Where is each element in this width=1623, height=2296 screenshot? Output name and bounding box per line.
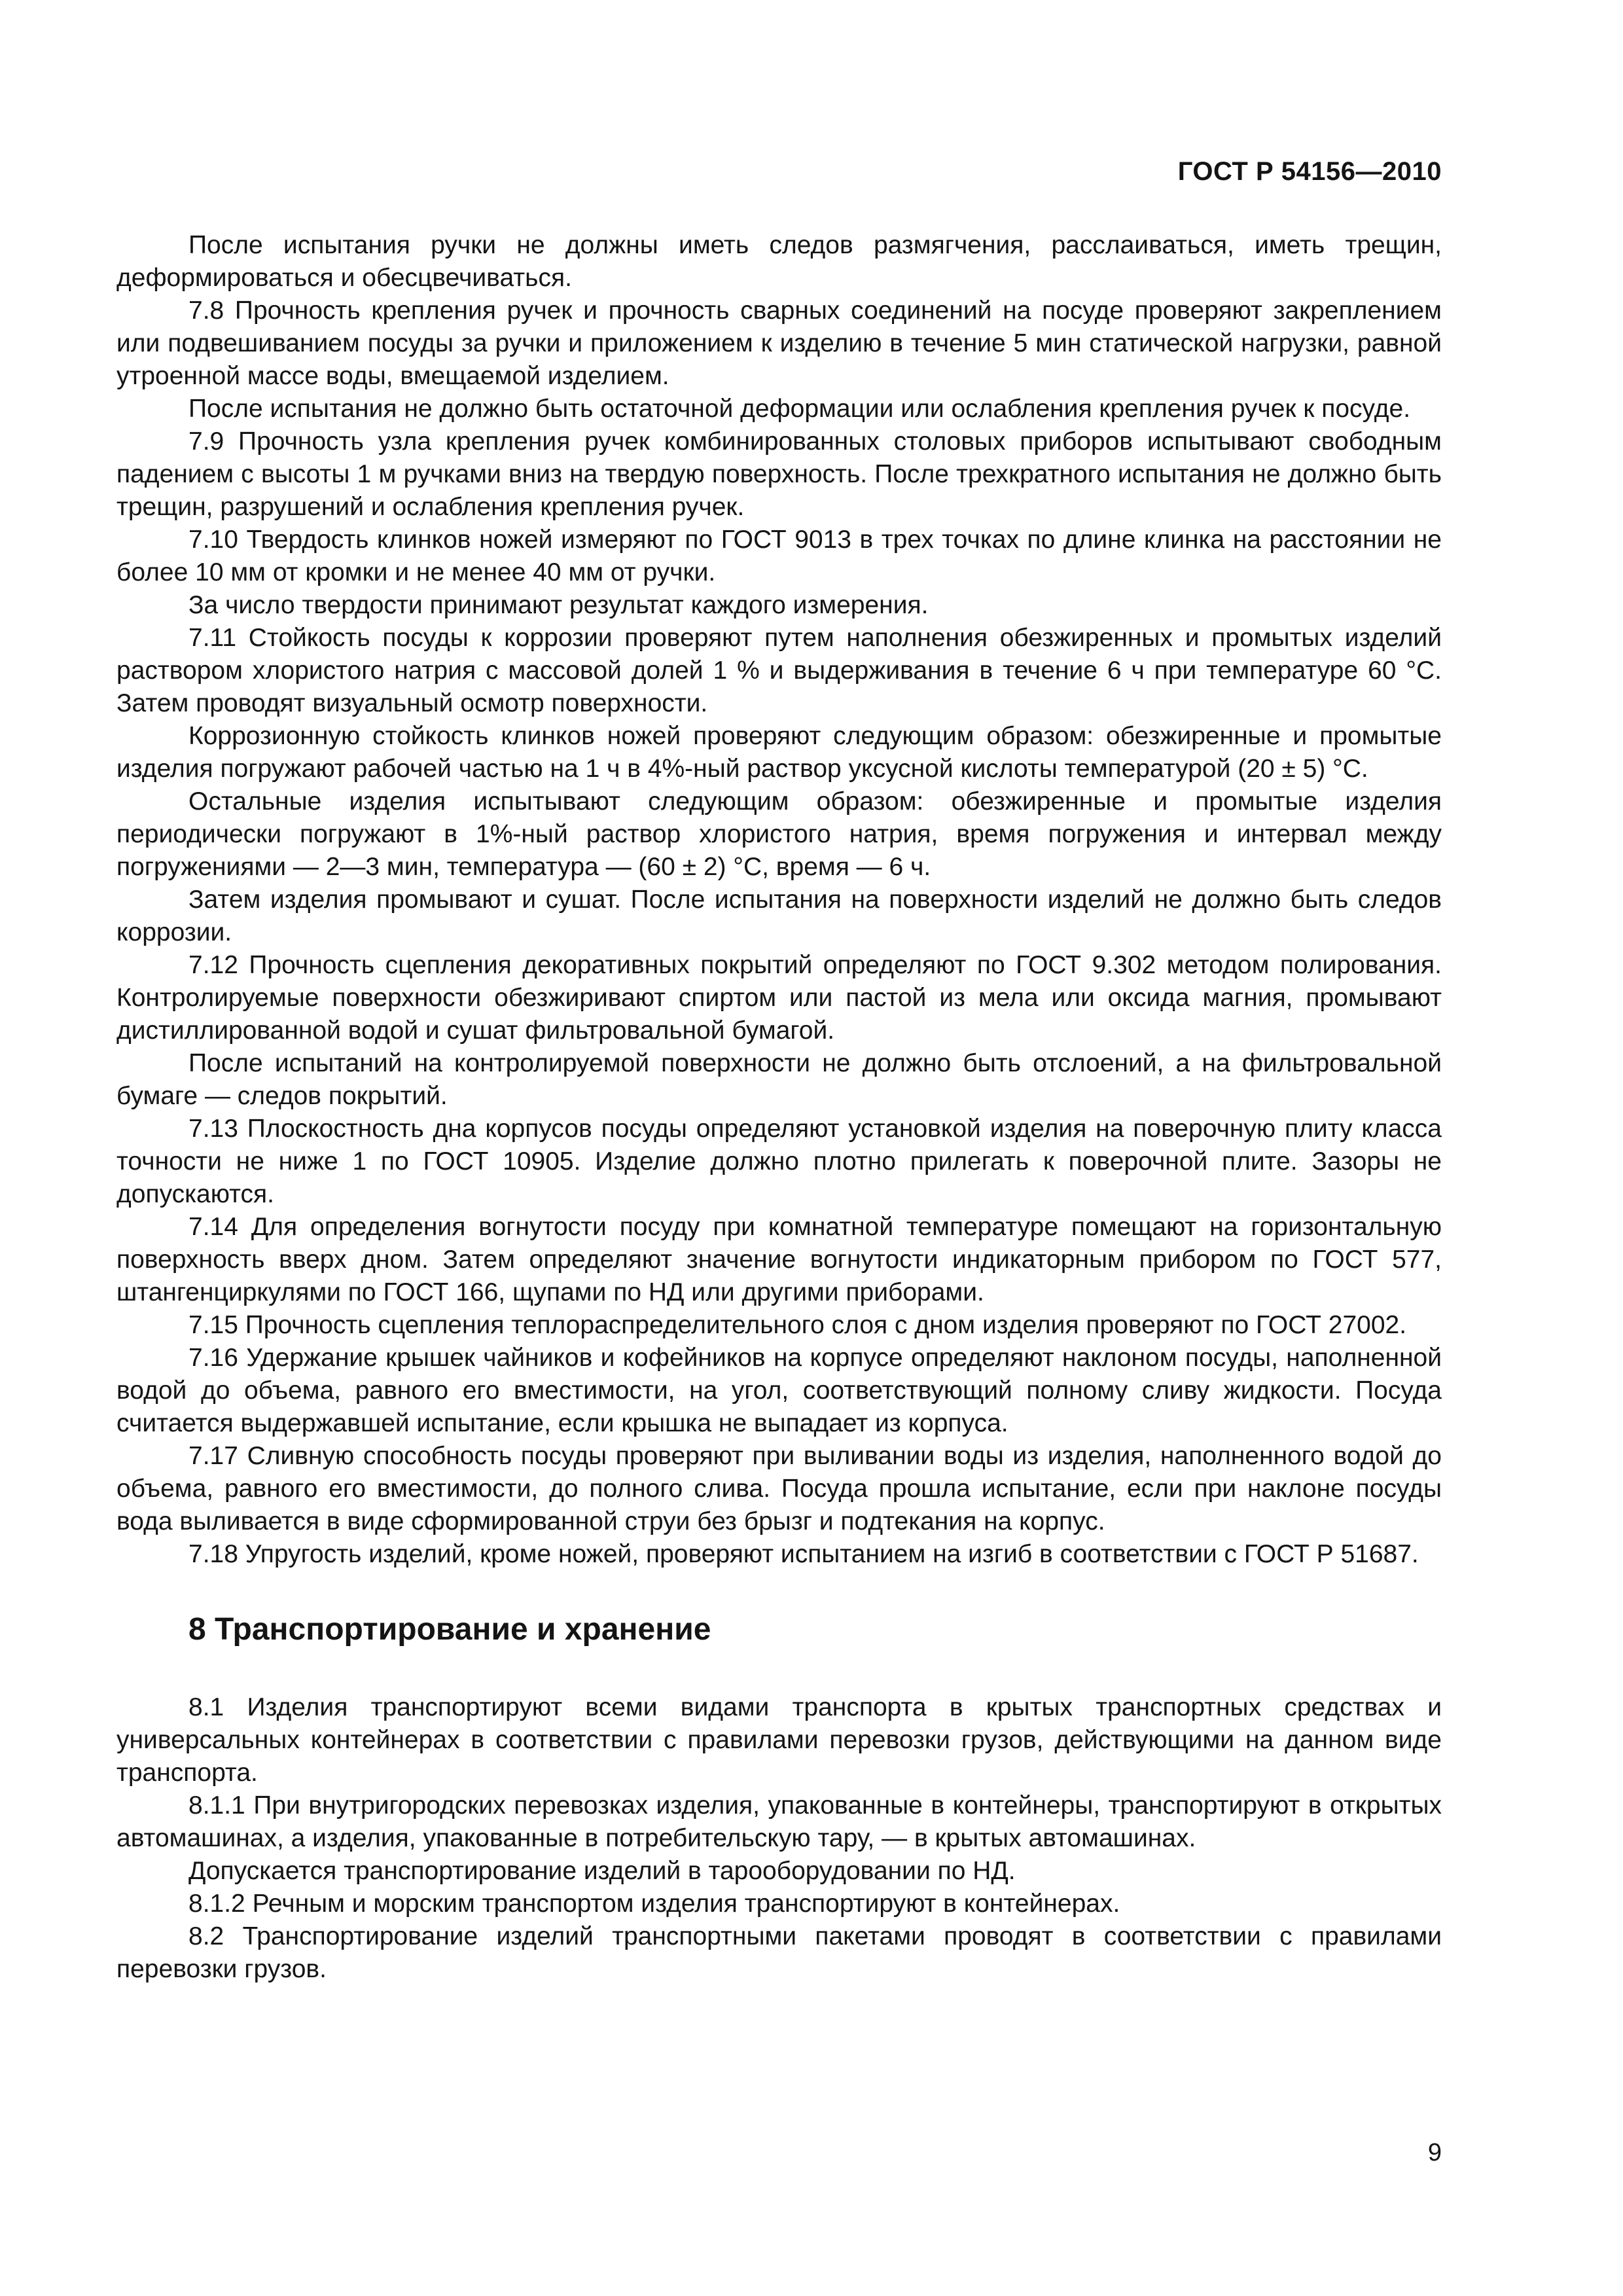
paragraph-8-1-1: 8.1.1 При внутригородских перевозках изделия, упакованные в контейнеры, транспортируют в открытых автомашинах, а изделия, упакованные в потребительскую тару, — в крытых автомашинах. [116,1791,1442,1852]
page-number: 9 [1427,2139,1442,2166]
paragraph-8-1-1-note: Допускается транспортирование изделий в тарооборудовании по НД. [188,1857,1016,1885]
paragraph-7-8: 7.8 Прочность крепления ручек и прочность сварных соединений на посуде проверяют закреплением или подвешиванием посуды за ручки и приложением к изделию в течение 5 мин статической нагрузки, равной утроенной массе воды, вмещаемой изделием. [116,296,1442,390]
paragraph-7-11: 7.11 Стойкость посуды к коррозии проверяют путем наполнения обезжиренных и промытых изделий раствором хлористого натрия с массовой долей 1 % и выдерживания в течение 6 ч при температуре 60 °С. Затем проводят визуальный осмотр поверхности. [116,624,1442,717]
paragraph-7-9: 7.9 Прочность узла крепления ручек комбинированных столовых приборов испытывают свободным падением с высоты 1 м ручками вниз на твердую поверхность. После трехкратного испытания не должно быть трещин, разрушений и ослабления крепления ручек. [116,427,1442,521]
paragraph-8-1-2: 8.1.2 Речным и морским транспортом изделия транспортируют в контейнерах. [188,1890,1120,1918]
paragraph-7-12: 7.12 Прочность сцепления декоративных покрытий определяют по ГОСТ 9.302 методом полирования. Контролируемые поверхности обезжиривают спиртом или пастой из мела или оксида магния, промывают дистиллированной водой и сушат фильтровальной бумагой. [116,951,1442,1045]
paragraph-7-10: 7.10 Твердость клинков ножей измеряют по ГОСТ 9013 в трех точках по длине клинка на расстоянии не более 10 мм от кромки и не менее 40 мм от ручки. [116,526,1442,586]
paragraph-7-18: 7.18 Упругость изделий, кроме ножей, проверяют испытанием на изгиб в соответствии с ГОСТ Р 51687. [188,1540,1419,1568]
paragraph-7-11-others: Остальные изделия испытывают следующим образом: обезжиренные и промытые изделия периодически погружают в 1%-ный раствор хлористого натрия, время погружения и интервал между погружениями — 2—3 мин, температура — (60 ± 2) °С, время — 6 ч. [116,787,1442,881]
paragraph-7-17: 7.17 Сливную способность посуды проверяют при выливании воды из изделия, наполненного водой до объема, равного его вместимости, до полного слива. Посуда прошла испытание, если при наклоне посуды вода выливается в виде сформированной струи без брызг и подтекания на корпус. [116,1442,1442,1535]
paragraph-7-15: 7.15 Прочность сцепления теплораспределительного слоя с дном изделия проверяют по ГОСТ 27002. [188,1311,1407,1339]
document-body [116,229,1442,1986]
paragraph-7-11-knives: Коррозионную стойкость клинков ножей проверяют следующим образом: обезжиренные и промытые изделия погружают рабочей частью на 1 ч в 4%-ный раствор уксусной кислоты температурой (20 ± 5) °С. [116,722,1442,783]
paragraph-8-2: 8.2 Транспортирование изделий транспортными пакетами проводят в соответствии с правилами перевозки грузов. [116,1922,1442,1983]
paragraph-7-14: 7.14 Для определения вогнутости посуду при комнатной температуре помещают на горизонтальную поверхность вверх дном. Затем определяют значение вогнутости индикаторным прибором по ГОСТ 577, штангенциркулями по ГОСТ 166, щупами по НД или другими приборами. [116,1213,1442,1306]
paragraph-8-1: 8.1 Изделия транспортируют всеми видами транспорта в крытых транспортных средствах и универсальных контейнерах в соответствии с правилами перевозки грузов, действующими на данном виде транспорта. [116,1693,1442,1787]
paragraph-7-8-result: После испытания не должно быть остаточной деформации или ослабления крепления ручек к посуде. [188,395,1411,423]
paragraph-handles-result: После испытания ручки не должны иметь следов размягчения, расслаиваться, иметь трещин, деформироваться и обесцвечиваться. [116,231,1442,292]
paragraph-7-16: 7.16 Удержание крышек чайников и кофейников на корпусе определяют наклоном посуды, наполненной водой до объема, равного его вместимости, на угол, соответствующий полному сливу жидкости. Посуда считается выдержавшей испытание, если крышка не выпадает из корпуса. [116,1344,1442,1437]
paragraph-7-10-note: За число твердости принимают результат каждого измерения. [188,591,929,619]
paragraph-7-11-result: Затем изделия промывают и сушат. После испытания на поверхности изделий не должно быть следов коррозии. [116,886,1442,946]
document-header: ГОСТ Р 54156—2010 [1177,157,1442,186]
paragraph-7-13: 7.13 Плоскостность дна корпусов посуды определяют установкой изделия на поверочную плиту класса точности не ниже 1 по ГОСТ 10905. Изделие должно плотно прилегать к поверочной плите. Зазоры не допускаются. [116,1115,1442,1208]
section-heading-8: 8 Транспортирование и хранение [188,1612,711,1647]
paragraph-7-12-result: После испытаний на контролируемой поверхности не должно быть отслоений, а на фильтровальной бумаге — следов покрытий. [116,1049,1442,1110]
